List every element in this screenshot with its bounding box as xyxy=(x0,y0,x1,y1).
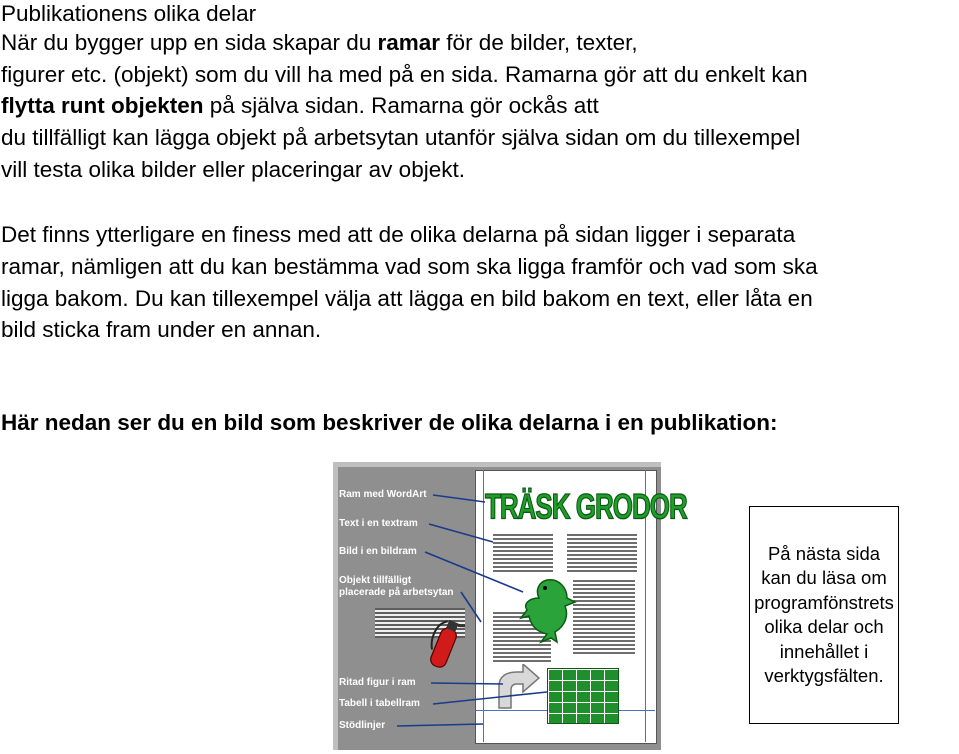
doc-title: Publikationens olika delar xyxy=(1,1,257,26)
bold-term-ramar: ramar xyxy=(377,30,441,55)
leader-lines xyxy=(333,462,661,750)
label-text-textram: Text i en textram xyxy=(339,518,418,529)
para2-line3: ligga bakom. Du kan tillexempel välja att lägga en bild bakom en text, eller låta en xyxy=(1,286,813,311)
wordart-title: TRÄSK GRODOR xyxy=(485,486,687,527)
callout-box xyxy=(749,506,899,724)
para2-line4: bild sticka fram under en annan. xyxy=(1,317,322,342)
para2-line1: Det finns ytterligare en finess med att de olika delarna på sidan ligger i separata xyxy=(1,222,796,247)
para1-line3: figurer etc. (objekt) som du vill ha med på en sida. Ramarna gör att du enkelt kan xyxy=(1,62,808,87)
para2-line2: ramar, nämligen att du kan bestämma vad som ska ligga framför och vad som ska xyxy=(1,254,818,279)
label-ram-wordart: Ram med WordArt xyxy=(339,489,427,500)
publication-figure xyxy=(333,462,687,750)
para1-line4 xyxy=(1,92,599,120)
label-stodlinjer: Stödlinjer xyxy=(339,720,386,731)
label-bild-bildram: Bild i en bildram xyxy=(339,546,417,557)
para1-line6: vill testa olika bilder eller placeringar av objekt. xyxy=(1,157,465,182)
para1-text: När du bygger upp en sida skapar du xyxy=(1,30,378,55)
bold-term-flytta: flytta runt objekten xyxy=(1,93,204,118)
callout-text: På nästa sida kan du läsa om programfönstrets olika delar och innehållet i verktygsfälten. xyxy=(754,542,894,686)
label-tabell: Tabell i tabellram xyxy=(339,698,420,709)
para1-line2 xyxy=(1,29,638,57)
para1-text: på själva sidan. Ramarna gör ockås att xyxy=(203,93,599,118)
para1-line5: du tillfälligt kan lägga objekt på arbetsytan utanför själva sidan om du tillexempel xyxy=(1,125,801,150)
label-ritad-figur: Ritad figur i ram xyxy=(339,677,416,688)
label-objekt-1: Objekt tillfälligt xyxy=(339,575,412,586)
section-heading: Här nedan ser du en bild som beskriver de olika delarna i en publikation: xyxy=(1,410,778,435)
label-objekt-2: placerade på arbetsytan xyxy=(339,587,454,598)
para1-text: för de bilder, texter, xyxy=(440,30,638,55)
